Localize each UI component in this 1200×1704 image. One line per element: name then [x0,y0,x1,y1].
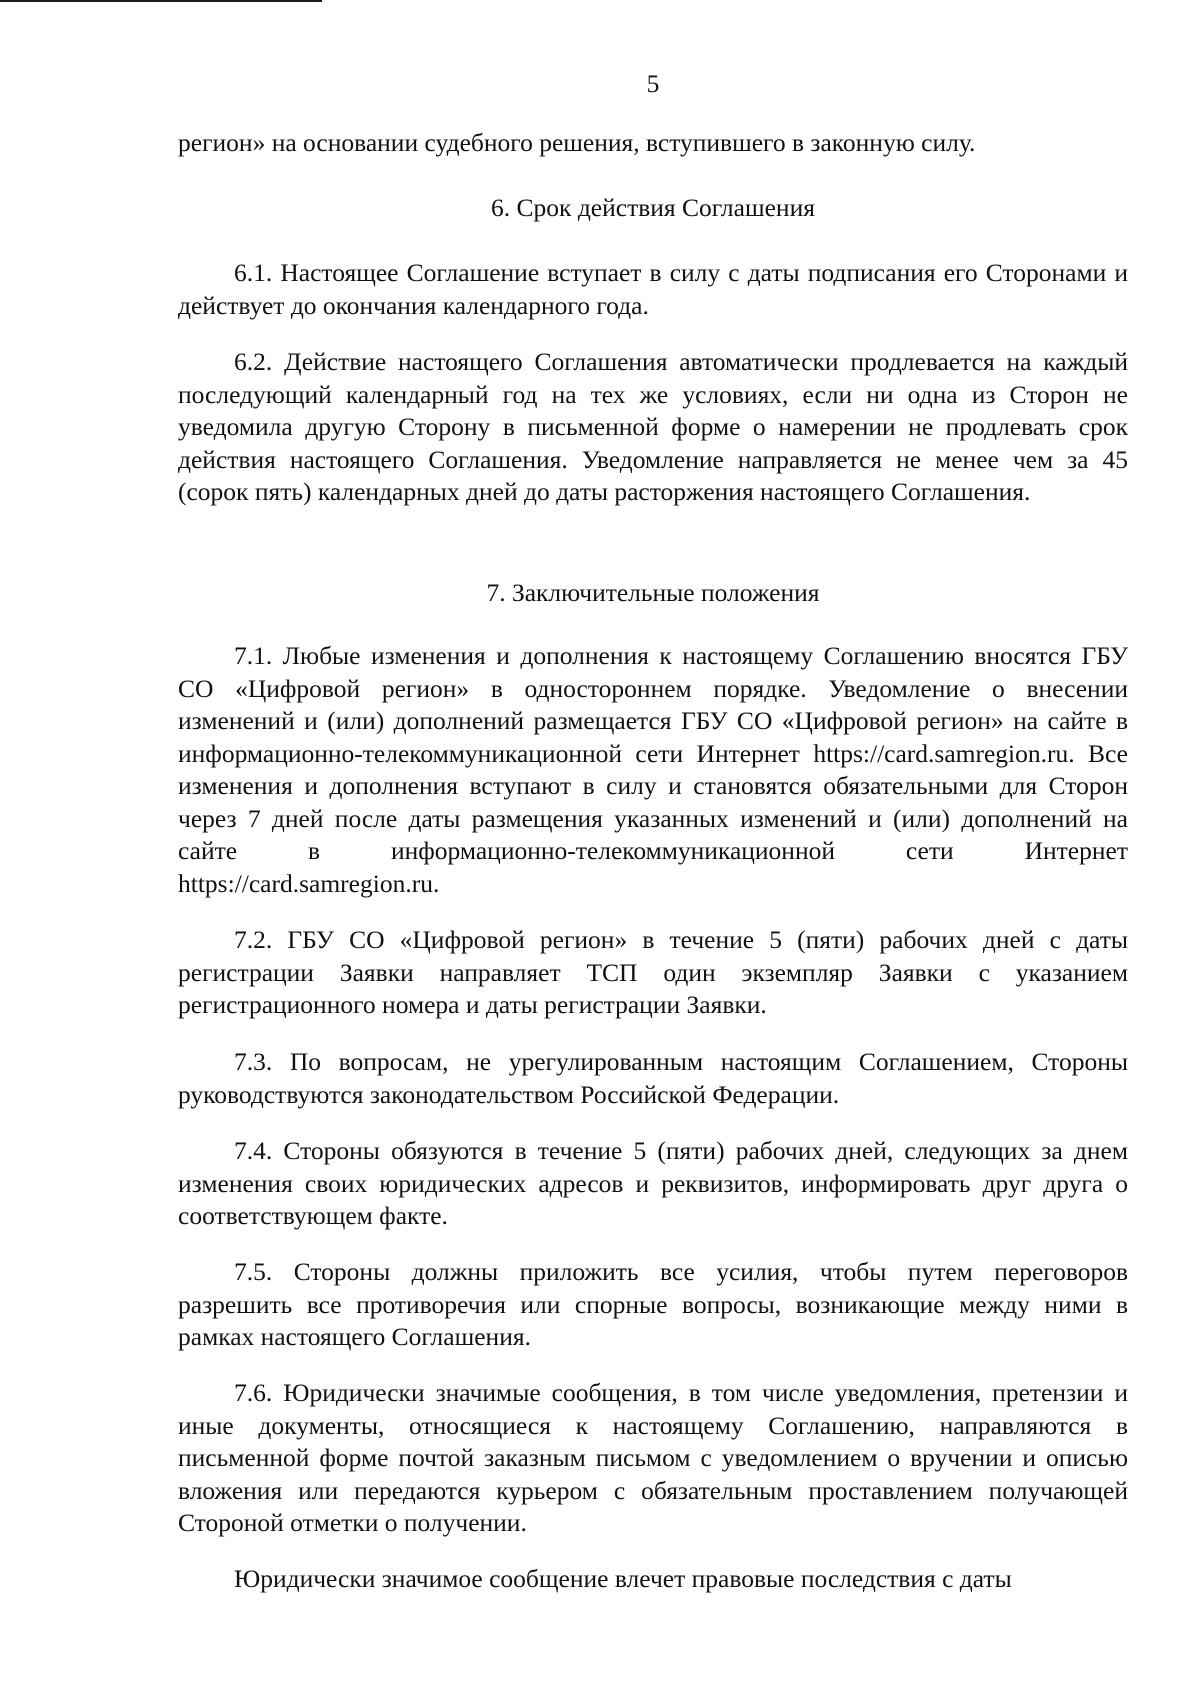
paragraph-7-1: 7.1. Любые изменения и дополнения к настоящему Соглашению вносятся ГБУ СО «Цифровой регион» в одностороннем порядке. Уведомление о внесении изменений и (или) дополнений размещается ГБУ СО «Цифровой регион» на сайте в информационно-телекоммуникационной сети Интернет https://card.samregion.ru. Все изменения и дополнения вступают в силу и становятся обязательными для Сторон через 7 дней после даты размещения указанных изменений и (или) дополнений на сайте в информационно-телекоммуникационной сети Интернет https://card.samregion.ru. [178,641,1128,898]
section-heading-6: 6. Срок действия Соглашения [491,193,815,222]
continuation-text: регион» на основании судебного решения, вступившего в законную силу. [178,128,976,157]
paragraph-6-1: 6.1. Настоящее Соглашение вступает в силу с даты подписания его Сторонами и действует до окончания календарного года. [178,258,1128,320]
paragraph-7-3: 7.3. По вопросам, не урегулированным настоящим Соглашением, Стороны руководствуются законодательством Российской Федерации. [178,1047,1128,1109]
document-page [178,0,1128,1704]
page-number: 5 [646,69,660,98]
paragraph-7-2: 7.2. ГБУ СО «Цифровой регион» в течение 5 (пяти) рабочих дней с даты регистрации Заявки направляет ТСП один экземпляр Заявки с указанием регистрационного номера и даты регистрации Заявки. [178,925,1128,1019]
paragraph-6-2: 6.2. Действие настоящего Соглашения автоматически продлевается на каждый последующий календарный год на тех же условиях, если ни одна из Сторон не уведомила другую Сторону в письменной форме о намерении не продлевать срок действия настоящего Соглашения. Уведомление направляется не менее чем за 45 (сорок пять) календарных дней до даты расторжения настоящего Соглашения. [178,347,1128,506]
paragraph-7-5: 7.5. Стороны должны приложить все усилия, чтобы путем переговоров разрешить все противоречия или спорные вопросы, возникающие между ними в рамках настоящего Соглашения. [178,1257,1128,1351]
paragraph-7-6: 7.6. Юридически значимые сообщения, в том числе уведомления, претензии и иные документы, относящиеся к настоящему Соглашению, направляются в письменной форме почтой заказным письмом с уведомлением о вручении и описью вложения или передаются курьером с обязательным проставлением получающей Стороной отметки о получении. [178,1378,1128,1537]
section-heading-7: 7. Заключительные положения [486,578,820,607]
paragraph-7-6-continued: Юридически значимое сообщение влечет правовые последствия с даты [234,1564,1012,1593]
paragraph-7-4: 7.4. Стороны обязуются в течение 5 (пяти) рабочих дней, следующих за днем изменения своих юридических адресов и реквизитов, информировать друг друга о соответствующем факте. [178,1136,1128,1230]
